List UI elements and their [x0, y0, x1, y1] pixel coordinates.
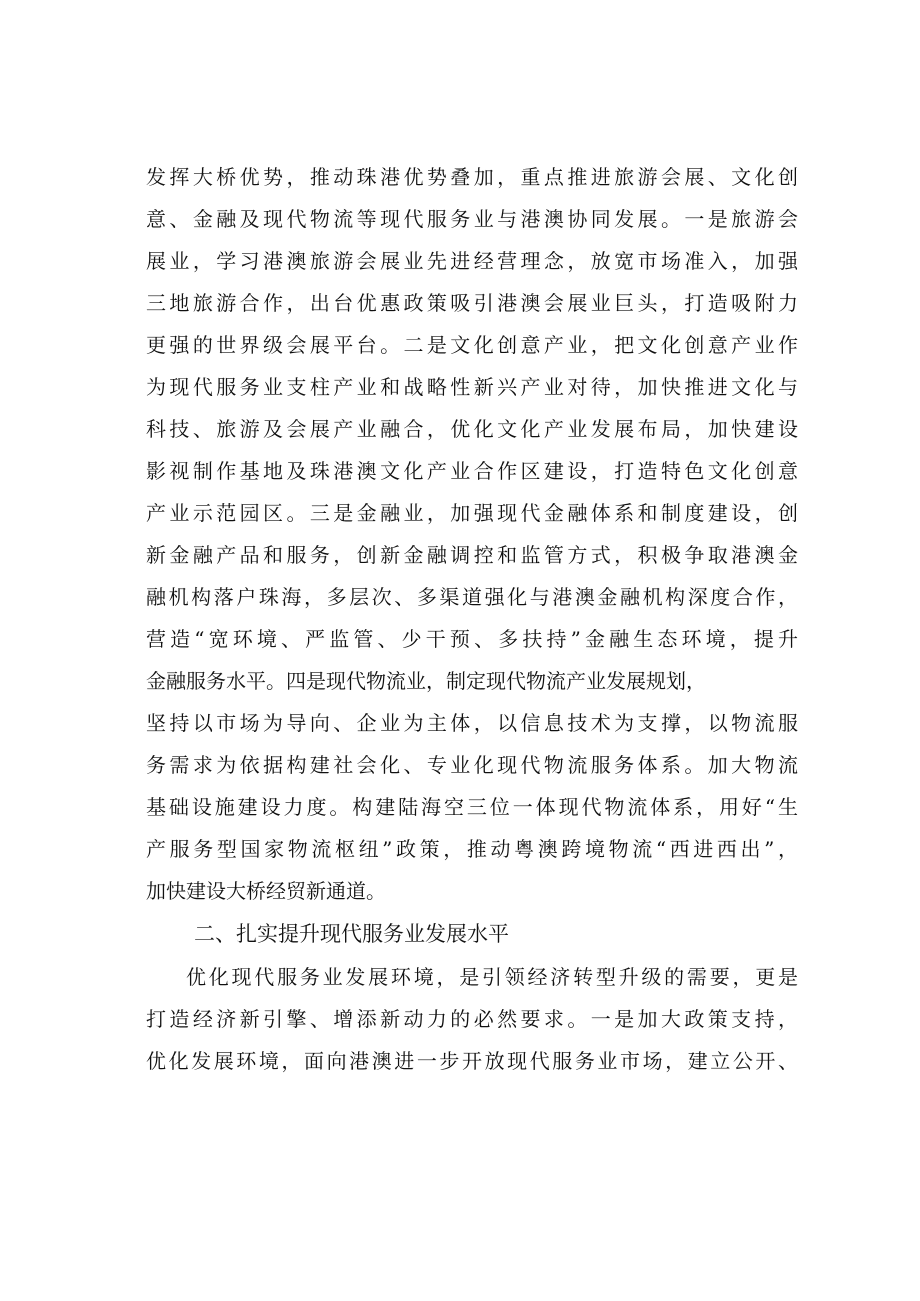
text-line: 产服务型国家物流枢纽”政策，推动粤澳跨境物流“西进西出”， [146, 837, 798, 861]
text-line: 影视制作基地及珠港澳文化产业合作区建设，打造特色文化创意 [146, 459, 798, 483]
text-line: 展业，学习港澳旅游会展业先进经营理念，放宽市场准入，加强 [146, 249, 798, 273]
text-line: 科技、旅游及会展产业融合，优化文化产业发展布局，加快建设 [146, 417, 798, 441]
text-line: 金融服务水平。四是现代物流业，制定现代物流产业发展规划， [146, 669, 706, 693]
text-line: 新金融产品和服务，创新金融调控和监管方式，积极争取港澳金 [146, 543, 798, 567]
text-line: 产业示范园区。三是金融业，加强现代金融体系和制度建设，创 [146, 501, 798, 525]
text-line: 更强的世界级会展平台。二是文化创意产业，把文化创意产业作 [146, 333, 798, 357]
text-line: 融机构落户珠海，多层次、多渠道强化与港澳金融机构深度合作， [146, 585, 798, 609]
text-line: 意、金融及现代物流等现代服务业与港澳协同发展。一是旅游会 [146, 207, 798, 231]
document-body [146, 156, 798, 1082]
text-line: 优化发展环境，面向港澳进一步开放现代服务业市场，建立公开、 [146, 1049, 798, 1073]
text-line: 务需求为依据构建社会化、专业化现代物流服务体系。加大物流 [146, 753, 798, 777]
text-line: 坚持以市场为导向、企业为主体，以信息技术为支撑，以物流服 [146, 711, 798, 735]
text-line: 加快建设大桥经贸新通道。 [146, 879, 386, 903]
paragraph-2 [146, 956, 798, 1082]
section-heading: 二、扎实提升现代服务业发展水平 [194, 922, 509, 946]
text-line: 营造“宽环境、严监管、少干预、多扶持”金融生态环境，提升 [146, 627, 798, 651]
text-line: 打造经济新引擎、增添新动力的必然要求。一是加大政策支持， [146, 1007, 798, 1031]
text-line: 为现代服务业支柱产业和战略性新兴产业对待，加快推进文化与 [146, 375, 798, 399]
paragraph-1 [146, 156, 798, 912]
text-line: 三地旅游合作，出台优惠政策吸引港澳会展业巨头，打造吸附力 [146, 291, 798, 315]
text-line: 发挥大桥优势，推动珠港优势叠加，重点推进旅游会展、文化创 [146, 165, 798, 189]
text-line: 优化现代服务业发展环境，是引领经济转型升级的需要，更是 [186, 965, 798, 989]
text-line: 基础设施建设力度。构建陆海空三位一体现代物流体系，用好“生 [146, 795, 798, 819]
